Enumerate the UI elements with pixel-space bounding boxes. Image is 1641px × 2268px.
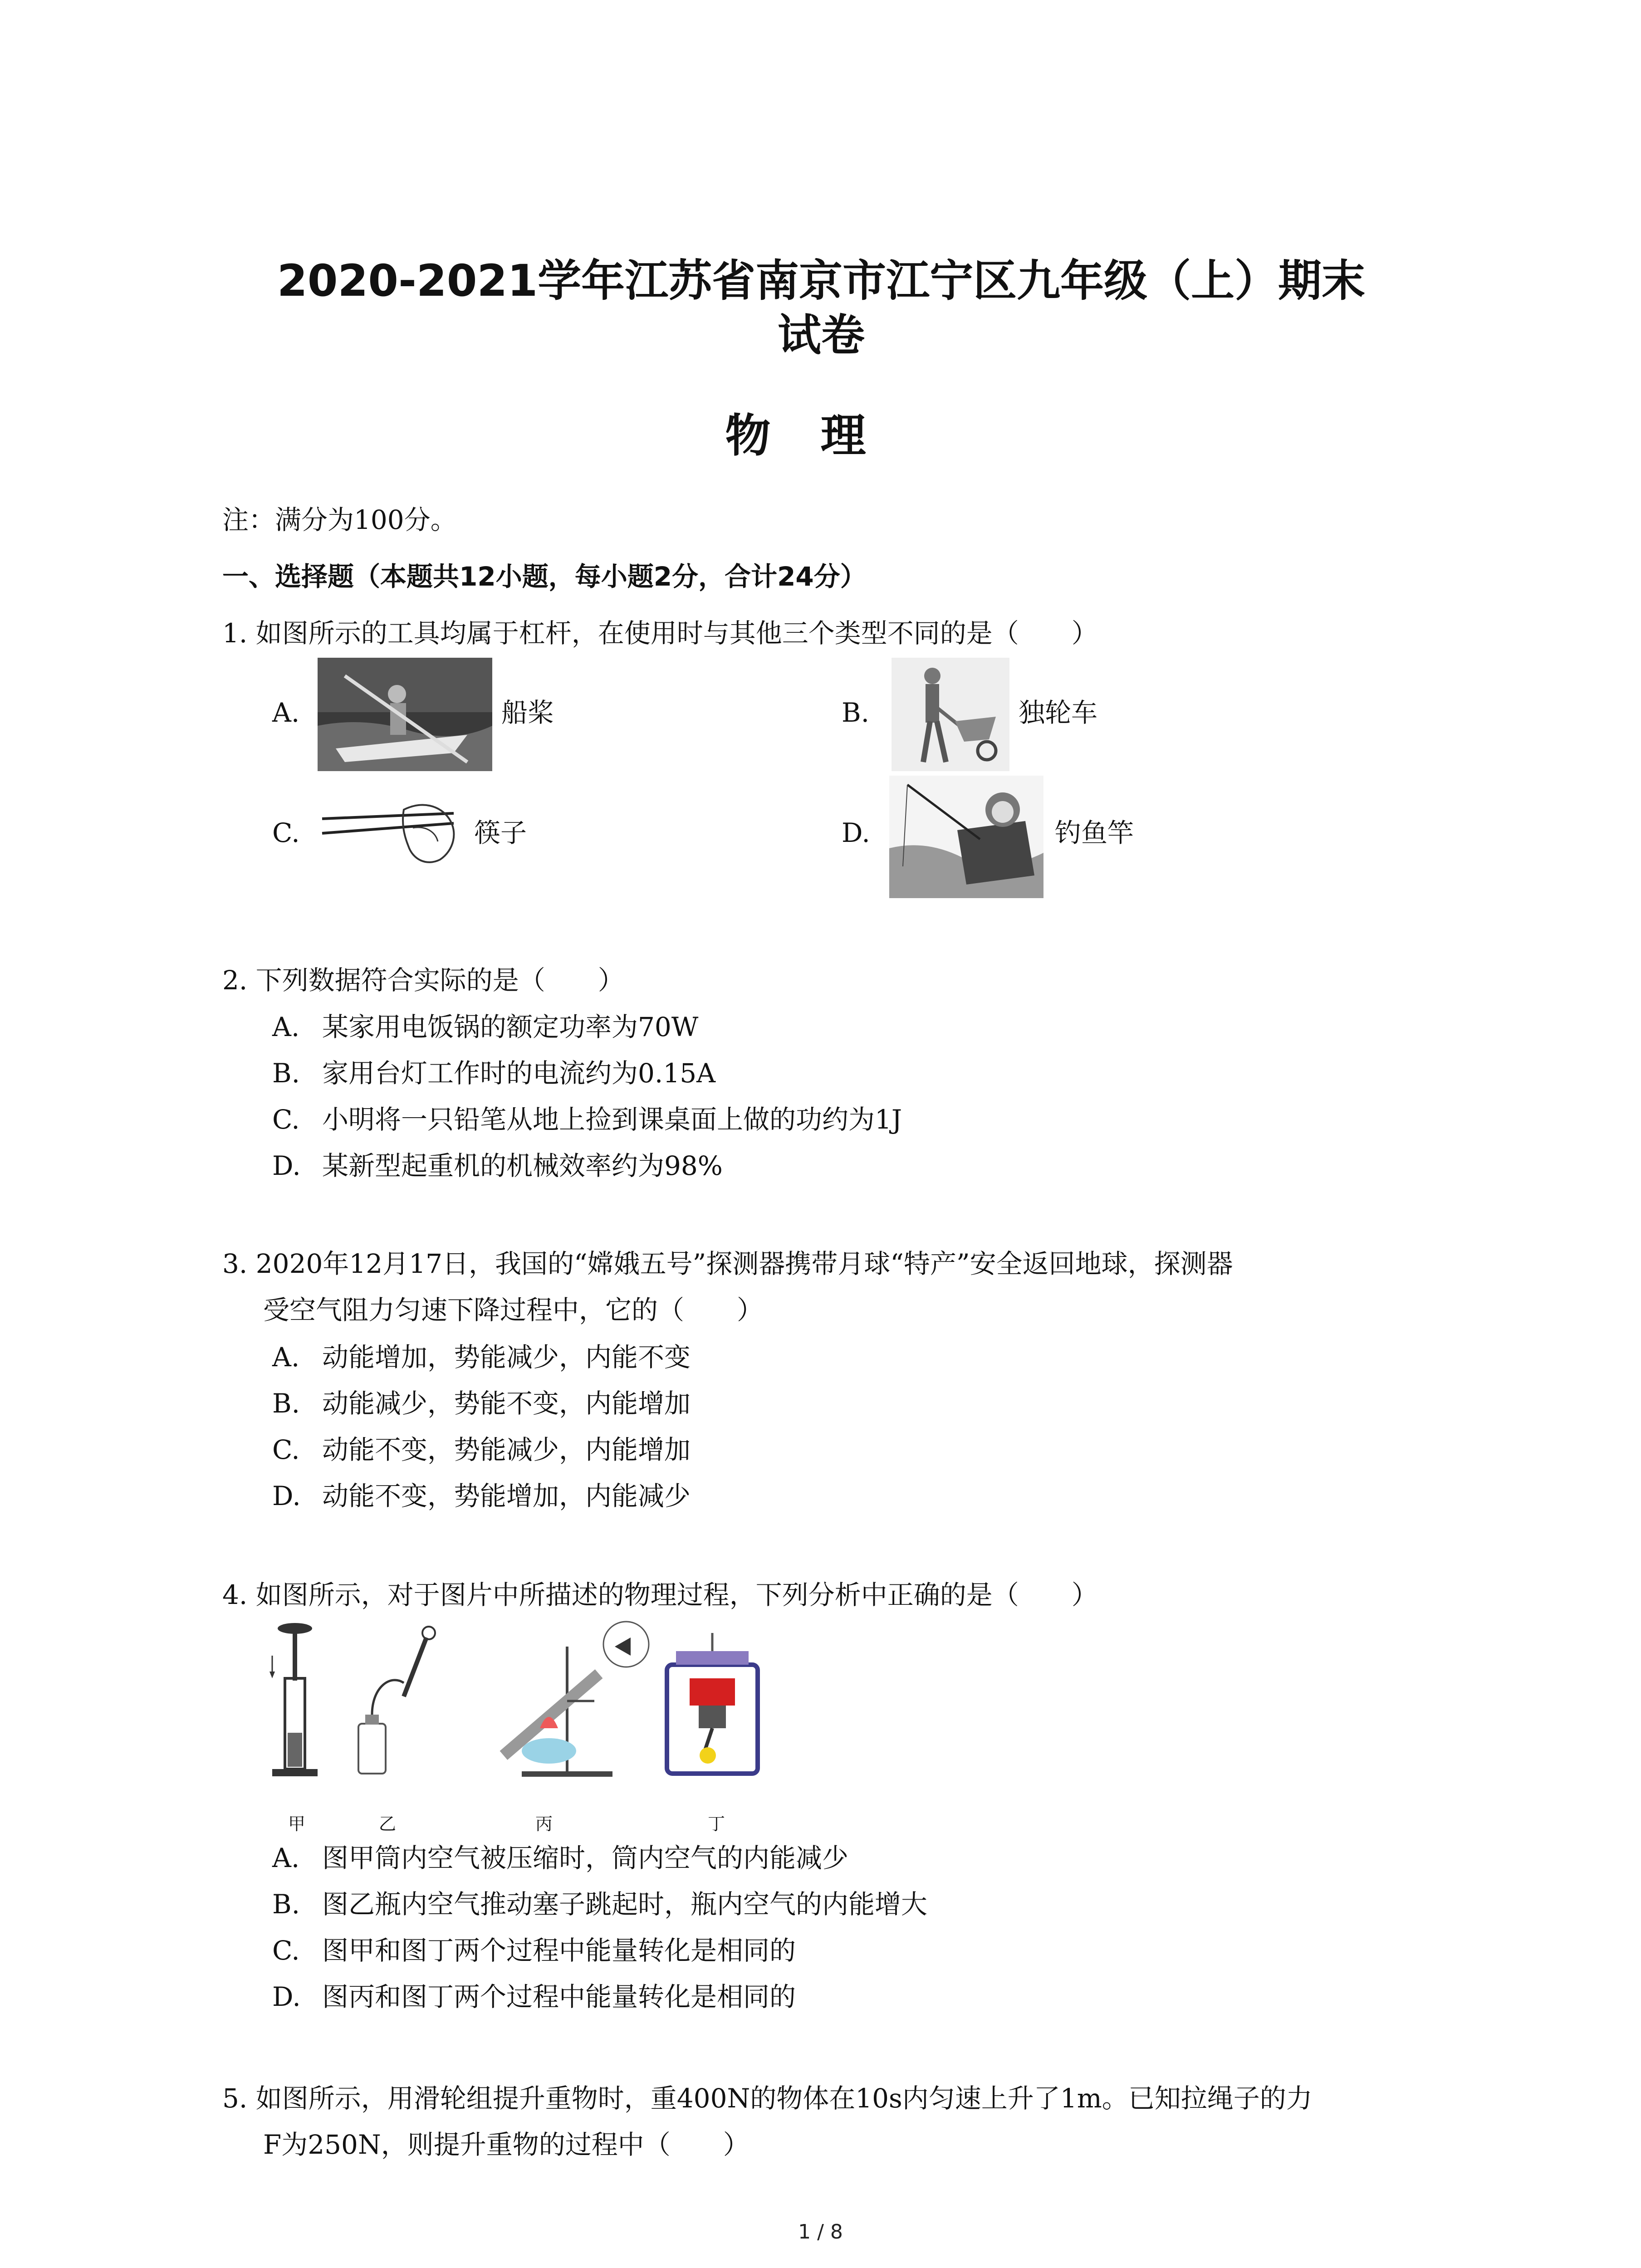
q3-stem-line2: 受空气阻力匀速下降过程中，它的（ ）: [263, 1295, 764, 1325]
q2-option-d-letter: D.: [272, 1150, 301, 1181]
q5-stem-line2: F为250N，则提升重物的过程中（ ）: [263, 2129, 749, 2160]
exam-title-line2: 试卷: [778, 310, 865, 361]
fig-yi-bottle-pump: [358, 1627, 435, 1774]
q4-option-c-letter: C.: [272, 1935, 300, 1966]
q4-fig-label-bing: 丙: [535, 1814, 553, 1834]
q3-option-d-letter: D.: [272, 1481, 301, 1511]
q3-option-d-text: 动能不变，势能增加，内能减少: [322, 1481, 691, 1511]
paddle-boat-image: [318, 658, 492, 771]
q4-figure-strip: [268, 1619, 803, 1801]
q4-option-b-letter: B.: [272, 1889, 300, 1920]
fig-ding-engine: [667, 1633, 758, 1774]
q2-option-d: [272, 1149, 723, 1182]
q3-option-b: [272, 1387, 691, 1420]
q4-option-a-text: 图甲筒内空气被压缩时，筒内空气的内能减少: [322, 1843, 849, 1873]
q3-option-b-text: 动能减少，势能不变，内能增加: [322, 1388, 691, 1419]
q2-option-a-letter: A.: [272, 1012, 300, 1042]
q1-stem: 1. 如图所示的工具均属于杠杆，在使用时与其他三个类型不同的是（ ）: [222, 618, 1098, 649]
q4-option-d-letter: D.: [272, 1981, 301, 2012]
q4-stem: 4. 如图所示，对于图片中所描述的物理过程，下列分析中正确的是（ ）: [222, 1579, 1098, 1610]
q3-option-c: [272, 1433, 691, 1466]
q4-option-b-text: 图乙瓶内空气推动塞子跳起时，瓶内空气的内能增大: [322, 1889, 928, 1920]
q4-fig-label-ding: 丁: [708, 1814, 725, 1834]
q2-option-a: [272, 1011, 698, 1043]
q3-option-a-letter: A.: [272, 1342, 300, 1373]
section-heading: 一、选择题（本题共12小题，每小题2分，合计24分）: [222, 561, 867, 592]
q2-option-c: [272, 1103, 902, 1136]
q4-option-d-text: 图丙和图丁两个过程中能量转化是相同的: [322, 1981, 796, 2012]
q4-fig-label-yi: 乙: [379, 1814, 397, 1834]
q3-option-c-text: 动能不变，势能减少，内能增加: [322, 1434, 691, 1465]
q3-option-b-letter: B.: [272, 1388, 300, 1419]
q3-option-a-text: 动能增加，势能减少，内能不变: [322, 1342, 691, 1373]
q4-option-a: [272, 1842, 848, 1874]
exam-title-line1: 2020-2021学年江苏省南京市江宁区九年级（上）期末: [277, 255, 1366, 306]
wheelbarrow-image: [892, 658, 1009, 771]
q4-fig-label-jia: 甲: [288, 1814, 306, 1834]
subject-title: 物理: [725, 409, 916, 462]
q2-option-b-letter: B.: [272, 1058, 300, 1089]
score-note: 注：满分为100分。: [222, 504, 457, 535]
q2-stem: 2. 下列数据符合实际的是（ ）: [222, 965, 624, 996]
q5-stem-line1: 5. 如图所示，用滑轮组提升重物时，重400N的物体在10s内匀速上升了1m。已知拉绳子的力: [222, 2083, 1313, 2114]
fig-jia-compression-tube: [269, 1623, 318, 1776]
fig-bing-test-tube: [504, 1622, 649, 1777]
q1-option-d-letter: D.: [842, 817, 870, 848]
chopsticks-image: [318, 792, 467, 869]
q1-option-b-label: 独轮车: [1019, 697, 1098, 728]
q4-option-b: [272, 1888, 927, 1921]
fishing-rod-image: [889, 776, 1043, 898]
q4-option-c: [272, 1934, 796, 1967]
q1-option-b-letter: B.: [842, 697, 870, 728]
q1-option-d-label: 钓鱼竿: [1055, 817, 1134, 848]
q3-option-c-letter: C.: [272, 1434, 300, 1465]
q1-option-c-label: 筷子: [474, 817, 527, 848]
q3-option-d: [272, 1480, 691, 1512]
q1-option-a-letter: A.: [272, 697, 300, 728]
q1-option-c-letter: C.: [272, 817, 300, 848]
q4-option-a-letter: A.: [272, 1843, 300, 1873]
q2-option-c-letter: C.: [272, 1104, 300, 1135]
q1-option-a-label: 船桨: [501, 697, 554, 728]
q3-option-a: [272, 1341, 691, 1374]
q2-option-a-text: 某家用电饭锅的额定功率为70W: [322, 1012, 699, 1042]
q2-option-b-text: 家用台灯工作时的电流约为0.15A: [322, 1058, 716, 1089]
q2-option-b: [272, 1057, 715, 1090]
page-number: 1 / 8: [798, 2220, 843, 2244]
q2-option-d-text: 某新型起重机的机械效率约为98%: [322, 1150, 723, 1181]
q2-option-c-text: 小明将一只铅笔从地上捡到课桌面上做的功约为1J: [322, 1104, 902, 1135]
q4-option-c-text: 图甲和图丁两个过程中能量转化是相同的: [322, 1935, 796, 1966]
q3-stem-line1: 3. 2020年12月17日，我国的“嫦娥五号”探测器携带月球“特产”安全返回地球，探测器: [222, 1248, 1233, 1279]
q4-option-d: [272, 1980, 796, 2013]
